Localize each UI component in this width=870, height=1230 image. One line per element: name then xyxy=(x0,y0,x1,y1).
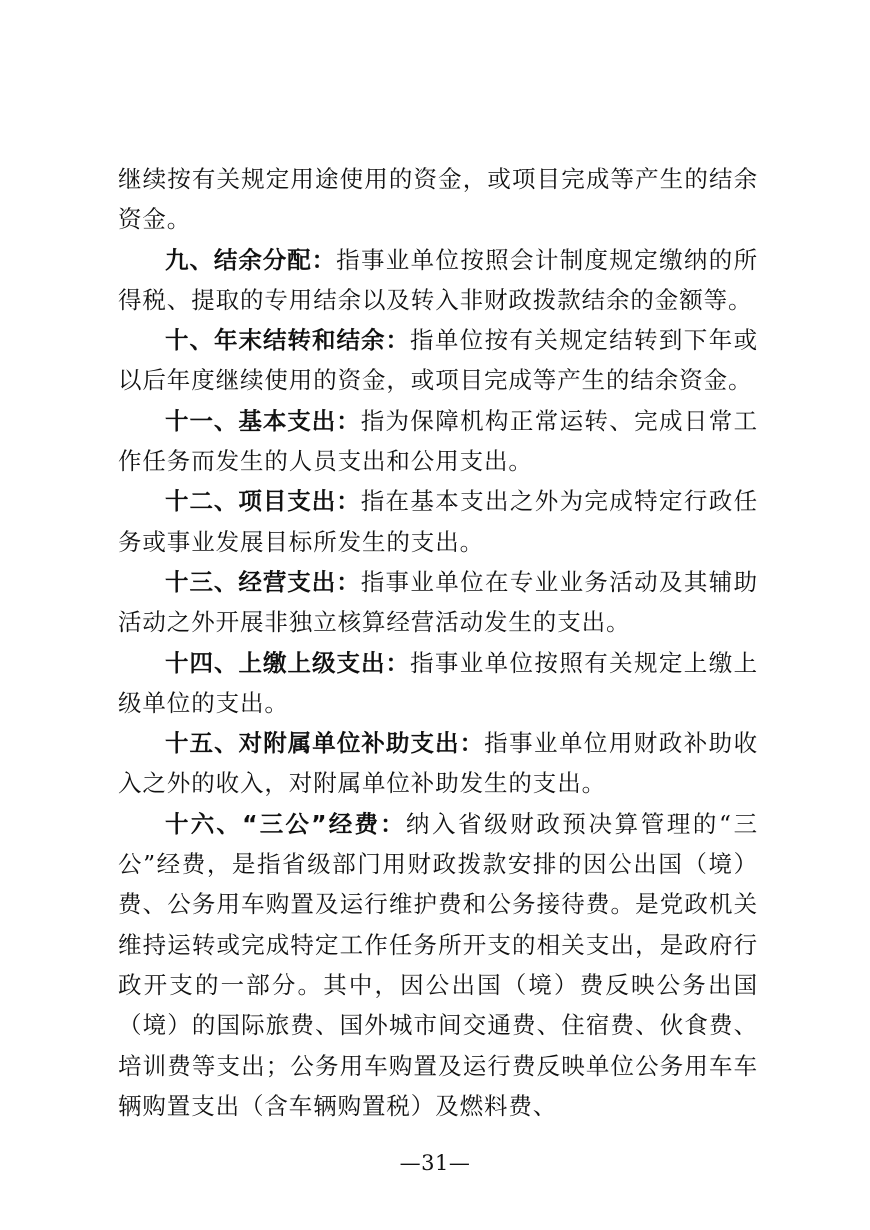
paragraph-year-end-balance xyxy=(118,320,758,401)
paragraph-term: 十五、对附属单位补助支出： xyxy=(165,729,485,758)
paragraph-term: 十六、“三公”经费： xyxy=(165,809,406,838)
paragraph-surplus-distribution xyxy=(118,240,758,321)
paragraph-term: 十四、上缴上级支出： xyxy=(165,648,410,677)
paragraph-text: 指事业单位按照有关规定上缴上级单位的支出。 xyxy=(118,648,758,717)
paragraph-term: 十、年末结转和结余： xyxy=(165,326,410,355)
paragraph-term: 十二、项目支出： xyxy=(165,487,361,516)
paragraph-operating-expenditure xyxy=(118,562,758,643)
paragraph-three-public-expenses xyxy=(118,804,758,1126)
paragraph-text: 纳入省级财政预决算管理的“三公”经费，是指省级部门用财政拨款安排的因公出国（境）费、公务用车购置及运行维护费和公务接待费。是党政机关维持运转或完成特定工作任务所开支的相关支出，是政府行政开支的一部分。其中，因公出国（境）费反映公务出国（境）的国际旅费、国外城市间交通费、住宿费、伙食费、培训费等支出；公务用车购置及运行费反映单位公务用车车辆购置支出（含车辆购置税）及燃料费、 xyxy=(118,809,758,1120)
paragraph-text: 指事业单位用财政补助收入之外的收入，对附属单位补助发生的支出。 xyxy=(118,729,759,798)
paragraph-text: 指事业单位在专业业务活动及其辅助活动之外开展非独立核算经营活动发生的支出。 xyxy=(118,567,758,637)
paragraph-continued xyxy=(118,159,758,240)
paragraph-project-expenditure xyxy=(118,481,758,562)
paragraph-subsidiary-subsidy xyxy=(118,723,758,804)
paragraph-text: 指单位按有关规定结转到下年或以后年度继续使用的资金，或项目完成等产生的结余资金。 xyxy=(118,326,758,395)
paragraph-remittance-to-superior xyxy=(118,643,758,724)
page-number: —31— xyxy=(399,1151,471,1175)
paragraph-term: 十一、基本支出： xyxy=(165,406,361,435)
paragraph-term: 九、结余分配： xyxy=(165,245,337,274)
paragraph-basic-expenditure xyxy=(118,401,758,482)
paragraph-text: 继续按有关规定用途使用的资金，或项目完成等产生的结余资金。 xyxy=(118,165,758,234)
paragraph-text: 指为保障机构正常运转、完成日常工作任务而发生的人员支出和公用支出。 xyxy=(118,406,758,476)
paragraph-term: 十三、经营支出： xyxy=(165,567,361,596)
paragraph-text: 指事业单位按照会计制度规定缴纳的所得税、提取的专用结余以及转入非财政拨款结余的金额等。 xyxy=(118,245,758,314)
body-text xyxy=(118,159,758,1126)
paragraph-text: 指在基本支出之外为完成特定行政任务或事业发展目标所发生的支出。 xyxy=(118,487,758,556)
